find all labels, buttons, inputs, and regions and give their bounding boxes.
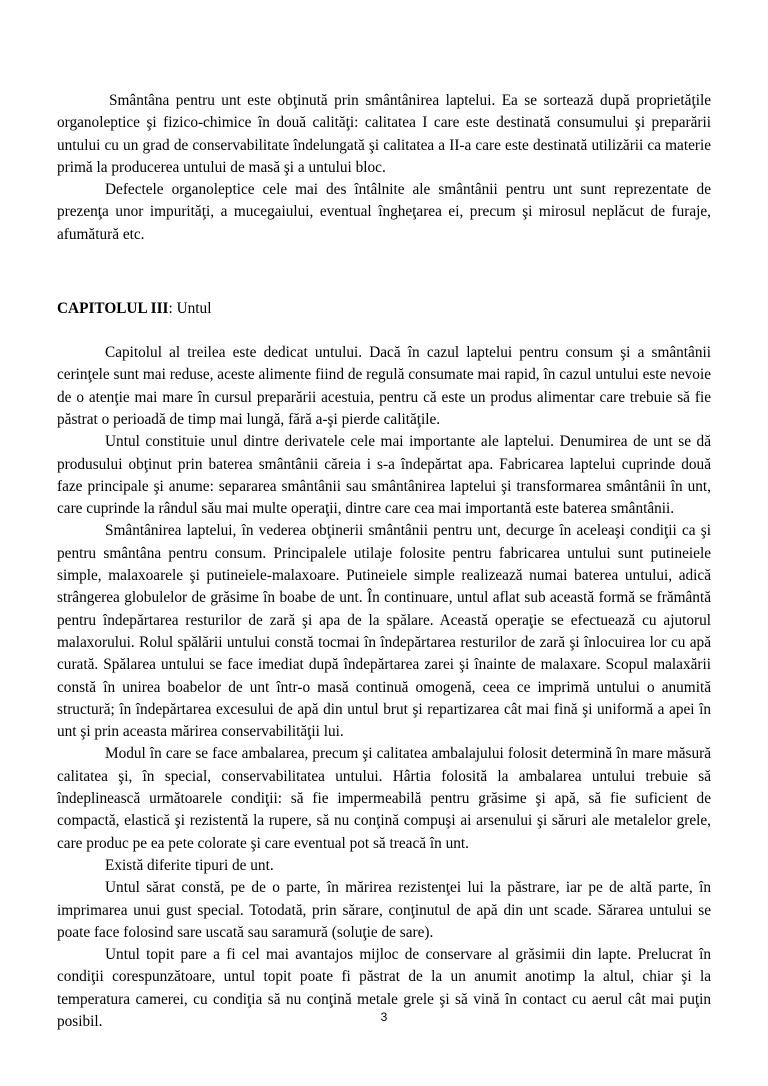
chapter-title: Untul xyxy=(176,300,212,318)
chapter-paragraph-2: Untul constituie unul dintre derivatele cele mai importante ale laptelui. Denumirea de unt se dă produsului obţinut prin baterea smântânii căreia i s-a îndepărtat apa. Fabricarea laptelui cuprinde două faze principale şi anume: separarea smântânii sau smântânirea laptelui şi transformarea smântânii în unt, care cuprinde la rândul său mai multe operaţii, dintre care cea mai importantă este baterea smântânii. xyxy=(57,433,711,518)
chapter-paragraph-3: Smântânirea laptelui, în vederea obţinerii smântânii pentru unt, decurge în aceleaşi condiţii ca şi pentru smântâna pentru consum. Principalele utilaje folosite pentru fabricarea untului sunt putineiele simple, malaxoarele şi putineiele-malaxoare. Putineiele simple realizează numai baterea untului, adică strângerea globulelor de grăsime în boabe de unt. În continuare, untul aflat sub această formă se frământă pentru îndepărtarea resturilor de zară şi apa de la spălare. Această operaţie se efectuează cu ajutorul malaxorului. Rolul spălării untului constă tocmai în îndepărtarea resturilor de zară şi înlocuirea lor cu apă curată. Spălarea untului se face imediat după îndepărtarea zarei şi înainte de malaxare. Scopul malaxării constă în unirea boabelor de unt într-o masă continuă omogenă, ceea ce imprimă untului o anumită structură; în îndepărtarea excesului de apă din untul brut şi repartizarea cât mai fină şi uniformă a apei în unt şi prin aceasta mărirea conservabilităţii lui. xyxy=(57,522,711,741)
chapter-heading xyxy=(57,298,711,320)
chapter-separator: : xyxy=(168,300,177,318)
chapter-paragraph-5: Există diferite tipuri de unt. xyxy=(105,856,274,874)
chapter-paragraph-1: Capitolul al treilea este dedicat untului. Dacă în cazul laptelui pentru consum şi a smântânii cerinţele sunt mai reduse, aceste alimente fiind de regulă consumate mai rapid, în cazul untului este nevoie de o atenţie mai mare în cursul preparării acestuia, pentru că este un produs alimentar care trebuie să fie păstrat o perioadă de timp mai lungă, fără a-şi pierde calităţile. xyxy=(57,344,711,428)
chapter-label: CAPITOLUL III xyxy=(57,300,169,318)
intro-paragraph-1: Smântâna pentru unt este obţinută prin smântânirea laptelui. Ea se sortează după proprietăţile organoleptice şi fizico-chimice în două calităţi: calitatea I care este destinată consumului şi preparării untului cu un grad de conservabilitate îndelungată şi calitatea a II-a care este destinată utilizării ca materie primă la producerea untului de masă şi a untului bloc. xyxy=(57,92,711,176)
page-number: 3 xyxy=(380,1010,388,1024)
chapter-paragraph-4: Modul în care se face ambalarea, precum şi calitatea ambalajului folosit determină în mare măsură calitatea şi, în special, conservabilitatea untului. Hârtia folosită la ambalarea untului trebuie să îndeplinească următoarele condiţii: să fie impermeabilă pentru grăsime şi apă, să fie suficient de compactă, elastică şi rezistentă la rupere, să nu conţină compuşi ai arsenului şi săruri ale metalelor grele, care produc pe ea pete colorate şi care eventual pot să treacă în unt. xyxy=(57,745,711,852)
chapter-paragraph-6: Untul sărat constă, pe de o parte, în mărirea rezistenţei lui la păstrare, iar pe de altă parte, în imprimarea unui gust special. Totodată, prin sărare, conţinutul de apă din unt scade. Sărarea untului se poate face folosind sare uscată sau saramură (soluţie de sare). xyxy=(57,879,711,941)
chapter-paragraph-7: Untul topit pare a fi cel mai avantajos mijloc de conservare al grăsimii din lapte. Prelucrat în condiţii corespunzătoare, untul topit poate fi păstrat de la un anumit anotimp la altul, chiar şi la temperatura camerei, cu condiţia să nu conţină metale grele şi să vină în contact cu aerul cât mai puţin posibil. xyxy=(57,946,711,1030)
intro-paragraph-2: Defectele organoleptice cele mai des întâlnite ale smântânii pentru unt sunt reprezentate de prezenţa unor impurităţi, a mucegaiului, eventual îngheţarea ei, precum şi mirosul neplăcut de furaje, afumătură etc. xyxy=(57,181,711,243)
chapter-body xyxy=(57,342,711,1033)
document-page xyxy=(57,90,711,1033)
